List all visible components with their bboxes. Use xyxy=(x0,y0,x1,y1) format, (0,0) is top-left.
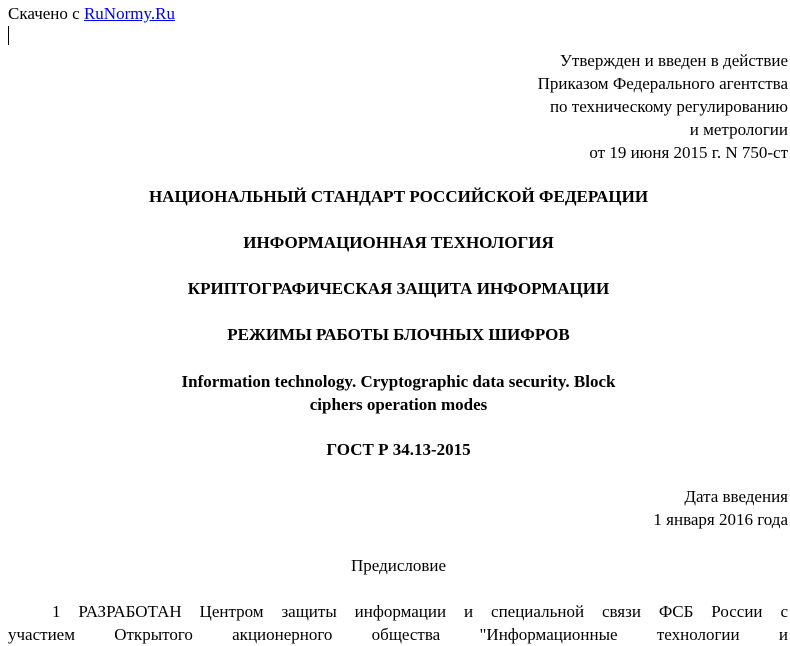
text-cursor xyxy=(8,26,9,45)
intro-date-label: Дата введения xyxy=(684,487,788,506)
preface-paragraph xyxy=(8,600,788,646)
approval-line: от 19 июня 2015 г. N 750-ст xyxy=(589,143,788,162)
approval-line: Приказом Федерального агентства xyxy=(537,74,788,93)
title-modes: РЕЖИМЫ РАБОТЫ БЛОЧНЫХ ШИФРОВ xyxy=(227,325,570,344)
source-line xyxy=(8,2,175,25)
approval-line: и метрологии xyxy=(689,120,788,139)
intro-date-block xyxy=(653,485,788,531)
source-prefix: Скачено с xyxy=(8,4,84,23)
approval-line: по техническому регулированию xyxy=(549,97,788,116)
gost-number: ГОСТ Р 34.13-2015 xyxy=(326,440,471,459)
paragraph-line1: 1 РАЗРАБОТАН Центром защиты информации и специальной связи ФСБ России с xyxy=(52,602,788,621)
intro-date-value: 1 января 2016 года xyxy=(653,510,788,529)
approval-line: Утвержден и введен в действие xyxy=(559,51,788,70)
approval-block xyxy=(538,49,788,164)
preface-heading: Предисловие xyxy=(350,556,447,575)
title-info-tech: ИНФОРМАЦИОННАЯ ТЕХНОЛОГИЯ xyxy=(243,233,554,252)
paragraph-line2: участием Открытого акционерного общества "Информационные технологии и xyxy=(8,625,788,644)
source-link[interactable]: RuNormy.Ru xyxy=(83,4,175,23)
title-english xyxy=(0,370,790,416)
title-english-line1: Information technology. Cryptographic data security. Block xyxy=(181,372,616,391)
title-english-line2: ciphers operation modes xyxy=(309,395,488,414)
title-national-standard: НАЦИОНАЛЬНЫЙ СТАНДАРТ РОССИЙСКОЙ ФЕДЕРАЦИИ xyxy=(148,187,649,206)
title-crypto: КРИПТОГРАФИЧЕСКАЯ ЗАЩИТА ИНФОРМАЦИИ xyxy=(187,279,610,298)
